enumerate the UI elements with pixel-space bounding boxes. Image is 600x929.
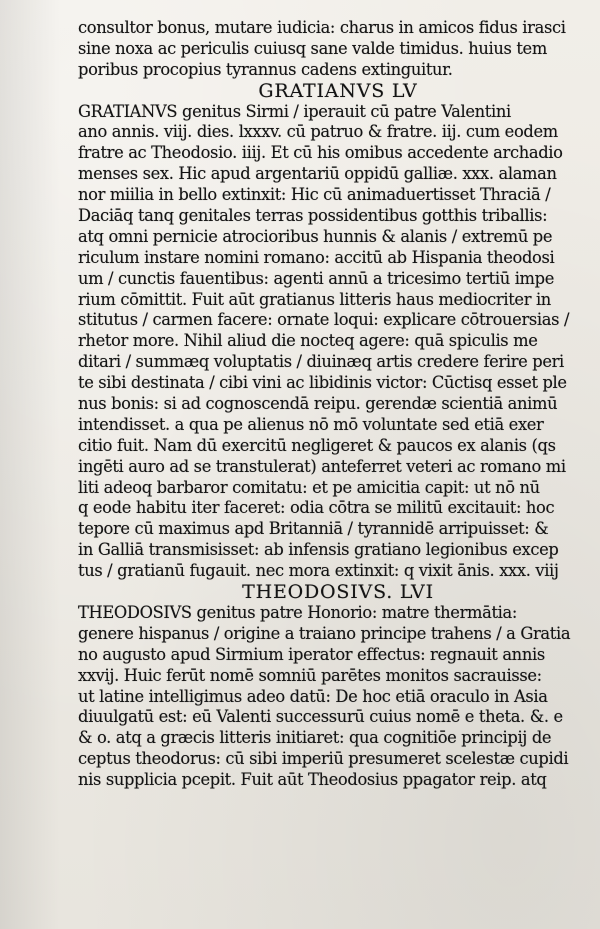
text-line: tus / gratianū fugauit. nec mora extinxit: q vixit ānis. xxx. viij xyxy=(78,561,559,581)
text-line: poribus procopius tyrannus cadens extinguitur. xyxy=(78,59,453,79)
text-line: THEODOSIVS genitus patre Honorio: matre thermātia: xyxy=(78,602,517,622)
text-line: xxvij. Huic ferūt nomē somniū parētes monitos sacrauisse: xyxy=(78,665,542,685)
text-line: um / cunctis fauentibus: agenti annū a tricesimo tertiū impe xyxy=(78,268,554,288)
text-line: genere hispanus / origine a traiano principe trahens / a Gratia xyxy=(78,623,571,643)
text-line: ano annis. viij. dies. lxxxv. cū patruo & fratre. iij. cum eodem xyxy=(78,122,558,142)
text-line: citio fuit. Nam dū exercitū negligeret & paucos ex alanis (qs xyxy=(78,435,556,455)
text-line: fratre ac Theodosio. iiij. Et cū his omibus accedente archadio xyxy=(78,143,563,163)
text-line: Daciāq tanq genitales terras possidentibus gotthis triballis: xyxy=(78,206,548,226)
text-line: no augusto apud Sirmium iperator effectus: regnauit annis xyxy=(78,644,545,664)
section-heading-theodosius: THEODOSIVS. LVI xyxy=(242,581,434,604)
text-line: intendisset. a qua pe alienus nō mō voluntate sed etiā exer xyxy=(78,414,544,434)
page-edge-shadow xyxy=(0,0,60,929)
text-block xyxy=(78,18,588,791)
text-line: diuulgatū est: eū Valenti successurū cuius nomē e theta. &. e xyxy=(78,707,563,727)
text-line: riculum instare nomini romano: accitū ab Hispania theodosi xyxy=(78,247,555,267)
text-line: atq omni pernicie atrocioribus hunnis & alanis / extremū pe xyxy=(78,226,553,246)
text-line: nis supplicia pcepit. Fuit aūt Theodosius ppagator reip. atq xyxy=(78,770,547,790)
text-line: liti adeoq barbaror comitatu: et pe amicitia capit: ut nō nū xyxy=(78,477,540,497)
text-line: menses sex. Hic apud argentariū oppidū galliæ. xxx. alaman xyxy=(78,164,557,184)
text-line: ditari / summæq voluptatis / diuinæq artis credere ferire peri xyxy=(78,352,564,372)
text-line: nus bonis: si ad cognoscendā reipu. gerendæ scientiā animū xyxy=(78,394,558,414)
text-line: rium cōmittit. Fuit aūt gratianus litteris haus mediocriter in xyxy=(78,289,551,309)
text-line: ceptus theodorus: cū sibi imperiū presumeret scelestæ cupidi xyxy=(78,749,569,769)
section-heading-gratianus: GRATIANVS LV xyxy=(258,79,418,102)
text-line: consultor bonus, mutare iudicia: charus in amicos fidus irasci xyxy=(78,18,566,37)
text-line: stitutus / carmen facere: ornate loqui: explicare cōtrouersias / xyxy=(78,310,570,330)
text-line: ut latine intelligimus adeo datū: De hoc etiā oraculo in Asia xyxy=(78,686,548,706)
text-line: nor miilia in bello extinxit: Hic cū animaduertisset Thraciā / xyxy=(78,185,551,205)
text-line: sine noxa ac periculis cuiusq sane valde timidus. huius tem xyxy=(78,38,547,58)
text-line: rhetor more. Nihil aliud die nocteq agere: quā spiculis me xyxy=(78,331,538,351)
text-line: q eode habitu iter faceret: odia cōtra se militū excitauit: hoc xyxy=(78,498,555,518)
text-line: in Galliā transmisisset: ab infensis gratiano legionibus excep xyxy=(78,540,559,560)
text-line: te sibi destinata / cibi vini ac libidinis victor: Cūctisq esset ple xyxy=(78,373,567,393)
text-line: & o. atq a græcis litteris initiaret: qua cognitiōe principij de xyxy=(78,728,552,748)
text-line: GRATIANVS genitus Sirmi / iperauit cū patre Valentini xyxy=(78,101,511,121)
text-line: ingēti auro ad se transtulerat) anteferret veteri ac romano mi xyxy=(78,456,566,476)
text-line: tepore cū maximus apd Britanniā / tyrannidē arripuisset: & xyxy=(78,519,549,539)
